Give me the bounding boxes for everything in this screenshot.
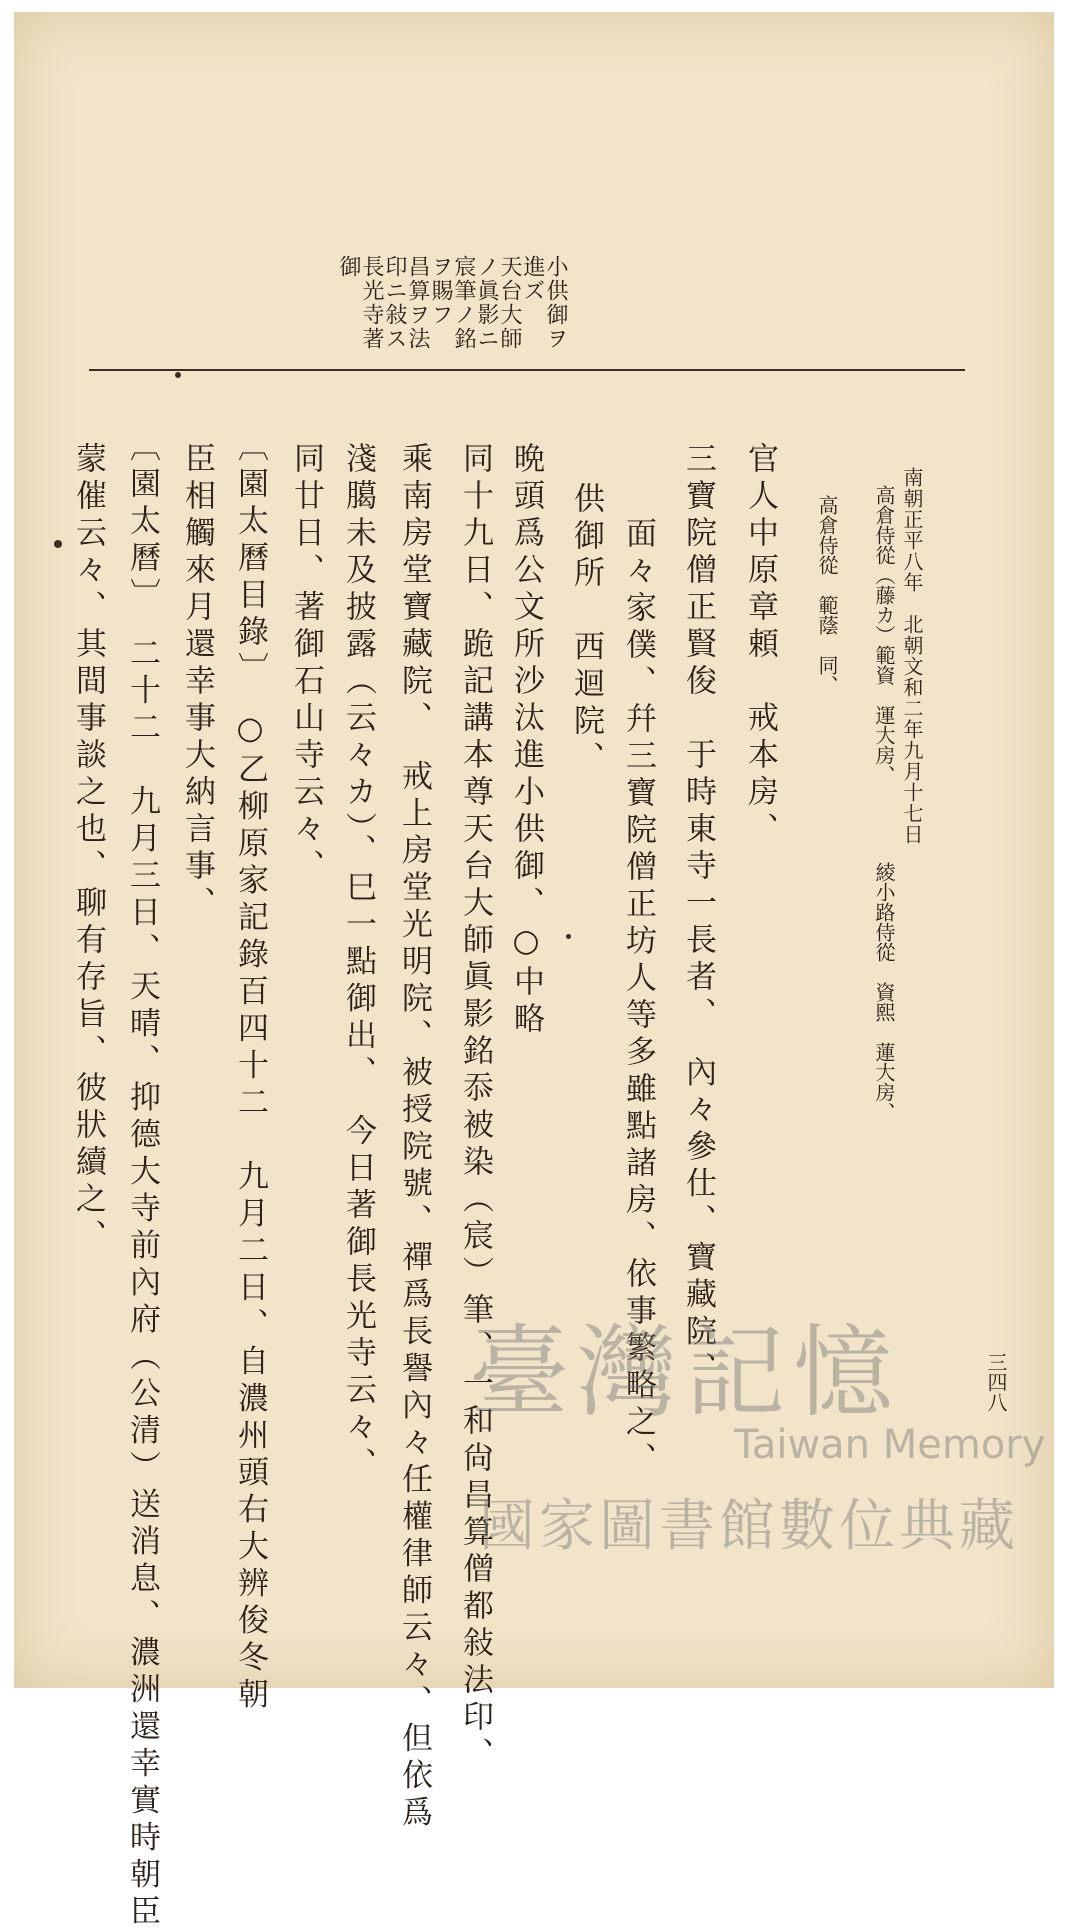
ink-spot (175, 372, 181, 378)
text-column: 綾小路侍從 資熙 蓮大房、 (872, 862, 896, 1122)
text-column: 蒙催云々、其間事談之也、聊有存旨、彼狀續之、 (70, 442, 106, 1256)
header-note-line: ヲ賜フ (428, 255, 453, 327)
text-column: 臣相觸來月還幸事大納言事、 (179, 442, 215, 923)
header-note-line: 進ズ (520, 255, 545, 303)
page-number: 三四八 (984, 1352, 1008, 1412)
text-column: 乘南房堂寶藏院、 戒上房堂光明院、被授院號、禪爲長譽內々任權律師云々、但依爲 (396, 442, 432, 1833)
text-column: 〔園太曆目錄〕 ○乙柳原家記錄百四十二 九月二日、自濃州頭右大辨俊冬朝 (232, 430, 268, 1715)
header-note-line: 天台大師 (497, 255, 522, 351)
text-column: 面々家僕、幷三寶院僧正坊人等多雖點諸房、依事繁略之、 (620, 517, 656, 1479)
text-column: 官人中原章頼 戒本房、 (742, 442, 778, 849)
header-note-line: ノ眞影ニ (474, 255, 499, 351)
header-note-line: 小供御ヲ (543, 255, 568, 351)
book-page (14, 12, 1054, 1932)
text-column: 同廿日、著御石山寺云々、 (288, 442, 324, 886)
watermark-english: Taiwan Memory (734, 1422, 1046, 1468)
text-column: 高倉侍從（藤カ）範資 運大房、 (872, 485, 896, 785)
text-column: 高倉侍從 範蔭 同、 (815, 495, 839, 695)
watermark-library: 國家圖書館數位典藏 (479, 1494, 1019, 1559)
header-note-line: 宸筆ノ銘 (451, 255, 476, 351)
header-note-line: 印ニ敍ス (382, 255, 407, 351)
ink-spot (54, 540, 62, 548)
text-column: 晩頭爲公文所沙汰進小供御、○中略 (508, 442, 544, 1039)
text-column: 供御所 西迴院、 (568, 482, 604, 778)
text-column: 三寶院僧正賢俊 于時東寺一長者、 內々參仕、寶藏院、 (680, 442, 716, 1389)
header-note-line: 長光寺著 (359, 255, 384, 351)
watermark-chinese: 臺灣記憶 (469, 1314, 901, 1431)
header-note-line: 昌算ヲ法 (405, 255, 430, 351)
text-column: 〔園太曆〕 二十二 九月三日、天晴、抑德大寺前內府（公清）送消息、濃洲還幸實時朝臣 (124, 430, 160, 1932)
text-column: 同十九日、跪記講本尊天台大師眞影銘忝被染（宸）筆、一和尙昌算僧都敍法印、 (457, 442, 493, 1774)
header-note-line: 御 (336, 255, 361, 279)
text-column: 淺臈未及披露（云々カ）、巳一點御出、 今日著御長光寺云々、 (340, 442, 376, 1484)
header-rule (89, 369, 965, 371)
ink-spot (566, 934, 571, 939)
text-column: 南朝正平八年 北朝文和二年九月十七日 (900, 467, 924, 845)
